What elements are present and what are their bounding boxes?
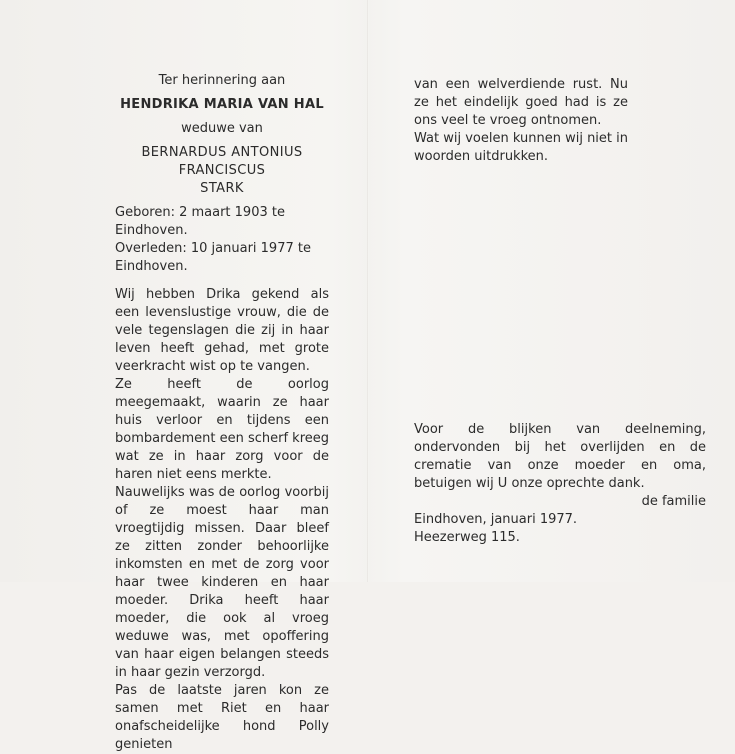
memorial-paragraph: Ze heeft de oorlog meegemaakt, waarin ze haar huis verloor en tijdens een bombardement een scherf kreeg wat ze in haar zorg voor de haren niet eens merkte. <box>115 377 329 482</box>
right-panel <box>414 76 628 166</box>
memorial-paragraph: Wij hebben Drika gekend als een levenslustige vrouw, die de vele tegenslagen die zij in haar leven heeft gehad, met grote veerkracht wist op te vangen. <box>115 287 329 374</box>
closing-block <box>414 421 706 547</box>
memorial-paragraph: Pas de laatste jaren kon ze samen met Riet en haar onafscheidelijke hond Polly genieten <box>115 683 329 752</box>
relation-line: weduwe van <box>181 121 263 136</box>
signature-line: de familie <box>641 494 706 509</box>
deceased-name: HENDRIKA MARIA VAN HAL <box>120 97 324 112</box>
place-date-line: Eindhoven, januari 1977. <box>414 512 578 527</box>
thanks-paragraph: Voor de blijken van deelneming, ondervonden bij het overlijden en de crematie van onze moeder en oma, betuigen wij U onze oprechte dank. <box>414 422 706 491</box>
continuation-paragraph: van een welverdiende rust. Nu ze het eindelijk goed had is ze ons veel te vroeg ontnomen. <box>414 77 628 128</box>
address-line: Heezerweg 115. <box>414 530 520 545</box>
death-line: Overleden: 10 januari 1977 te Eindhoven. <box>115 241 311 274</box>
intro-line: Ter herinnering aan <box>158 73 286 88</box>
spouse-name-line2: STARK <box>200 181 244 196</box>
memorial-paragraph: Nauwelijks was de oorlog voorbij of ze moest haar man vroegtijdig missen. Daar bleef ze zitten zonder behoorlijke inkomsten en met de zorg voor haar twee kinderen en haar moeder. Drika heeft haar moeder, die ook al vroeg weduwe was, met opoffering van haar eigen belangen steeds in haar gezin verzorgd. <box>115 485 329 680</box>
birth-line: Geboren: 2 maart 1903 te Eindhoven. <box>115 205 285 238</box>
feeling-paragraph: Wat wij voelen kunnen wij niet in woorden uitdrukken. <box>414 131 628 164</box>
spouse-name-line1: BERNARDUS ANTONIUS FRANCISCUS <box>141 145 303 178</box>
left-panel <box>115 72 329 754</box>
card-fold <box>367 0 369 582</box>
